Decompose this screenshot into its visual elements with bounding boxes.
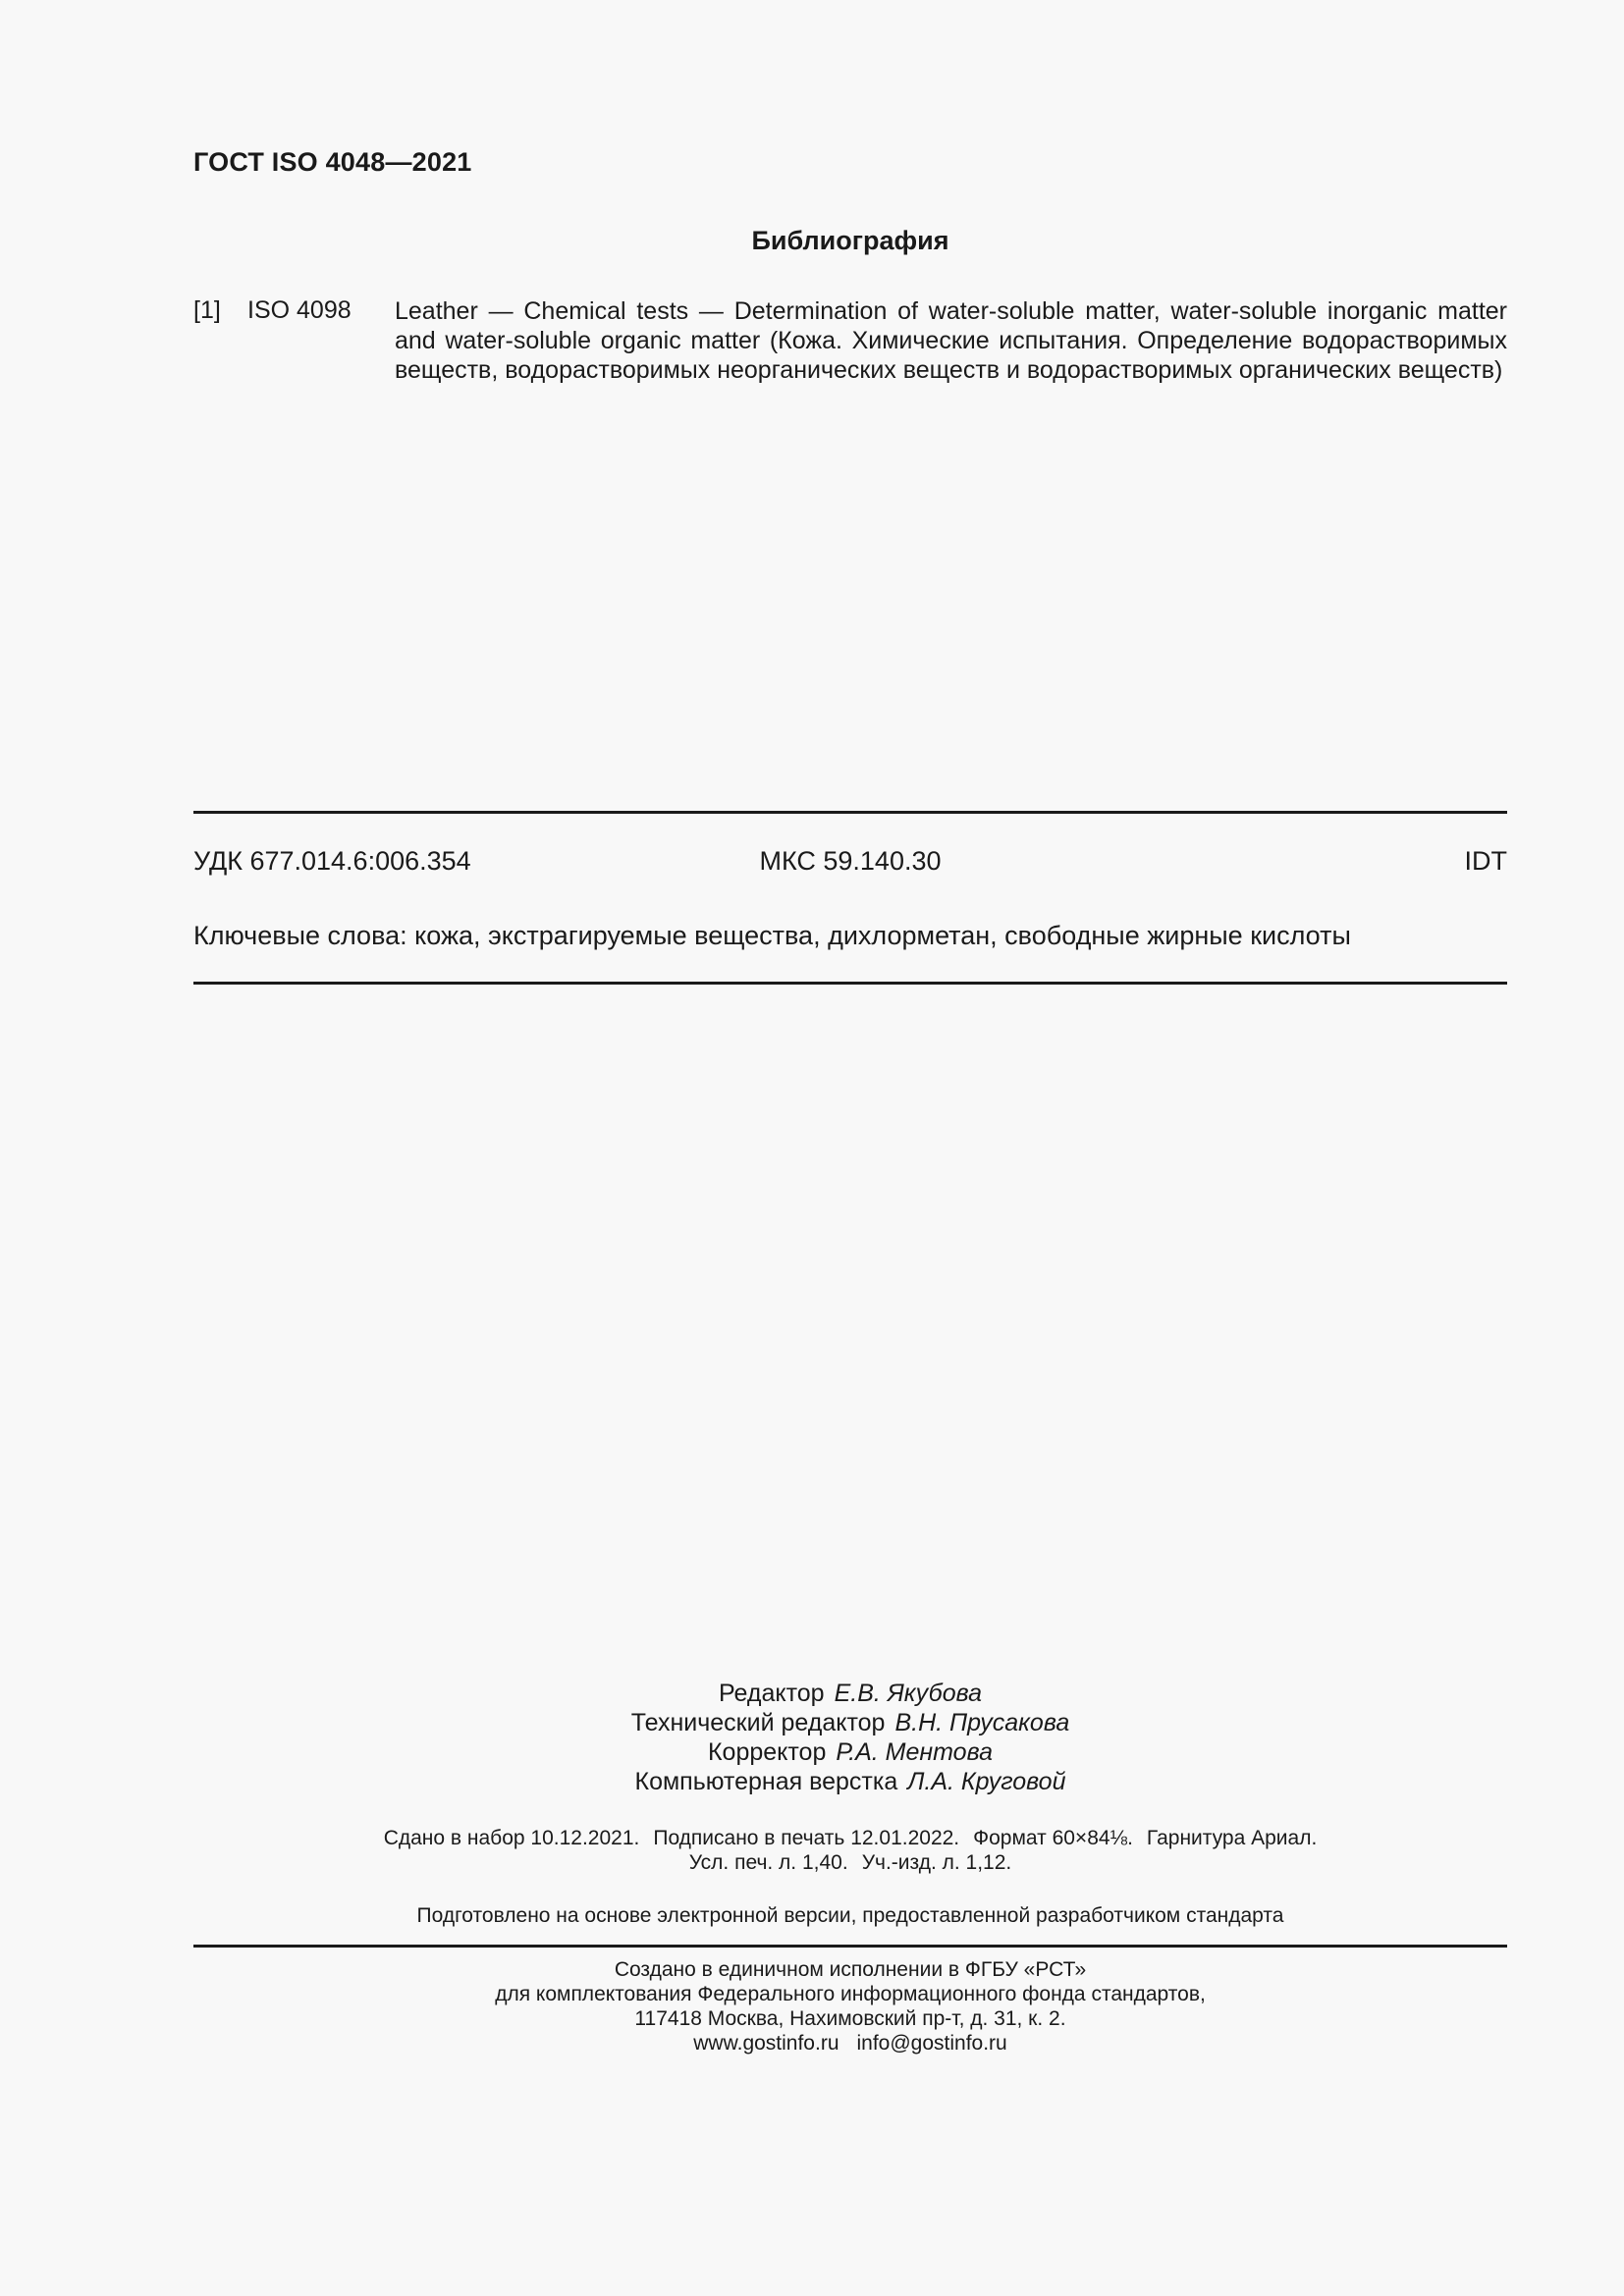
udk-code: УДК 677.014.6:006.354: [193, 846, 471, 876]
mks-code: МКС 59.140.30: [759, 846, 942, 876]
divider-top: [193, 811, 1507, 814]
bibliography-title: Библиография: [751, 226, 949, 255]
print-format: Формат 60×84⅛.: [973, 1827, 1133, 1849]
bibliography-entry-standard: ISO 4098: [247, 296, 352, 324]
keywords: Ключевые слова: кожа, экстрагируемые вещества, дихлорметан, свободные жирные кислоты: [193, 921, 1351, 950]
print-typeface: Гарнитура Ариал.: [1146, 1827, 1318, 1849]
print-sheets: Усл. печ. л. 1,40.: [688, 1851, 848, 1874]
credit-name: В.Н. Прусакова: [894, 1709, 1070, 1736]
bibliography-entry-number: [1]: [193, 296, 221, 324]
credit-role: Корректор: [707, 1738, 827, 1766]
divider-keywords: [193, 982, 1507, 985]
publisher-website-link[interactable]: www.gostinfo.ru: [693, 2032, 839, 2055]
credit-layout: [193, 1767, 1507, 1796]
credits-block: [193, 1679, 1507, 1796]
divider-bottom: [193, 1945, 1507, 1948]
print-info: [193, 1826, 1507, 1875]
prepared-note: Подготовлено на основе электронной версии, предоставленной разработчиком стандарта: [416, 1904, 1284, 1927]
publisher-address: 117418 Москва, Нахимовский пр-т, д. 31, к. 2.: [634, 2007, 1066, 2030]
bibliography-entry-text: Leather — Chemical tests — Determination of water-soluble matter, water-soluble inorganic matter and water-soluble organic matter (Кожа. Химические испытания. Определение водорастворимых веществ, водорастворимых неорганических веществ и водорастворимых органических веществ): [395, 297, 1507, 384]
publisher-line-2: для комплектования Федерального информационного фонда стандартов,: [495, 1983, 1206, 2005]
credit-editor: [193, 1679, 1507, 1708]
credit-proofreader: [193, 1737, 1507, 1767]
publisher-line-1: Создано в единичном исполнении в ФГБУ «РСТ»: [614, 1958, 1087, 1981]
credit-role: Редактор: [718, 1680, 825, 1707]
credit-role: Компьютерная верстка: [634, 1768, 898, 1795]
credit-name: Л.А. Круговой: [907, 1768, 1066, 1795]
document-code: ГОСТ ISO 4048—2021: [193, 147, 472, 177]
publisher-contacts: [193, 2031, 1507, 2056]
credit-technical-editor: [193, 1708, 1507, 1737]
credit-name: Р.А. Ментова: [836, 1738, 993, 1766]
print-signed: Подписано в печать 12.01.2022.: [653, 1827, 960, 1849]
publisher-email-link[interactable]: info@gostinfo.ru: [856, 2032, 1007, 2055]
print-edition: Уч.-изд. л. 1,12.: [861, 1851, 1012, 1874]
idt-mark: IDT: [1464, 846, 1507, 876]
credit-role: Технический редактор: [630, 1709, 886, 1736]
print-info-line-2: [193, 1850, 1507, 1875]
credit-name: Е.В. Якубова: [834, 1680, 983, 1707]
print-info-line-1: [193, 1826, 1507, 1850]
print-submitted: Сдано в набор 10.12.2021.: [383, 1827, 640, 1849]
publisher-block: [193, 1957, 1507, 2056]
